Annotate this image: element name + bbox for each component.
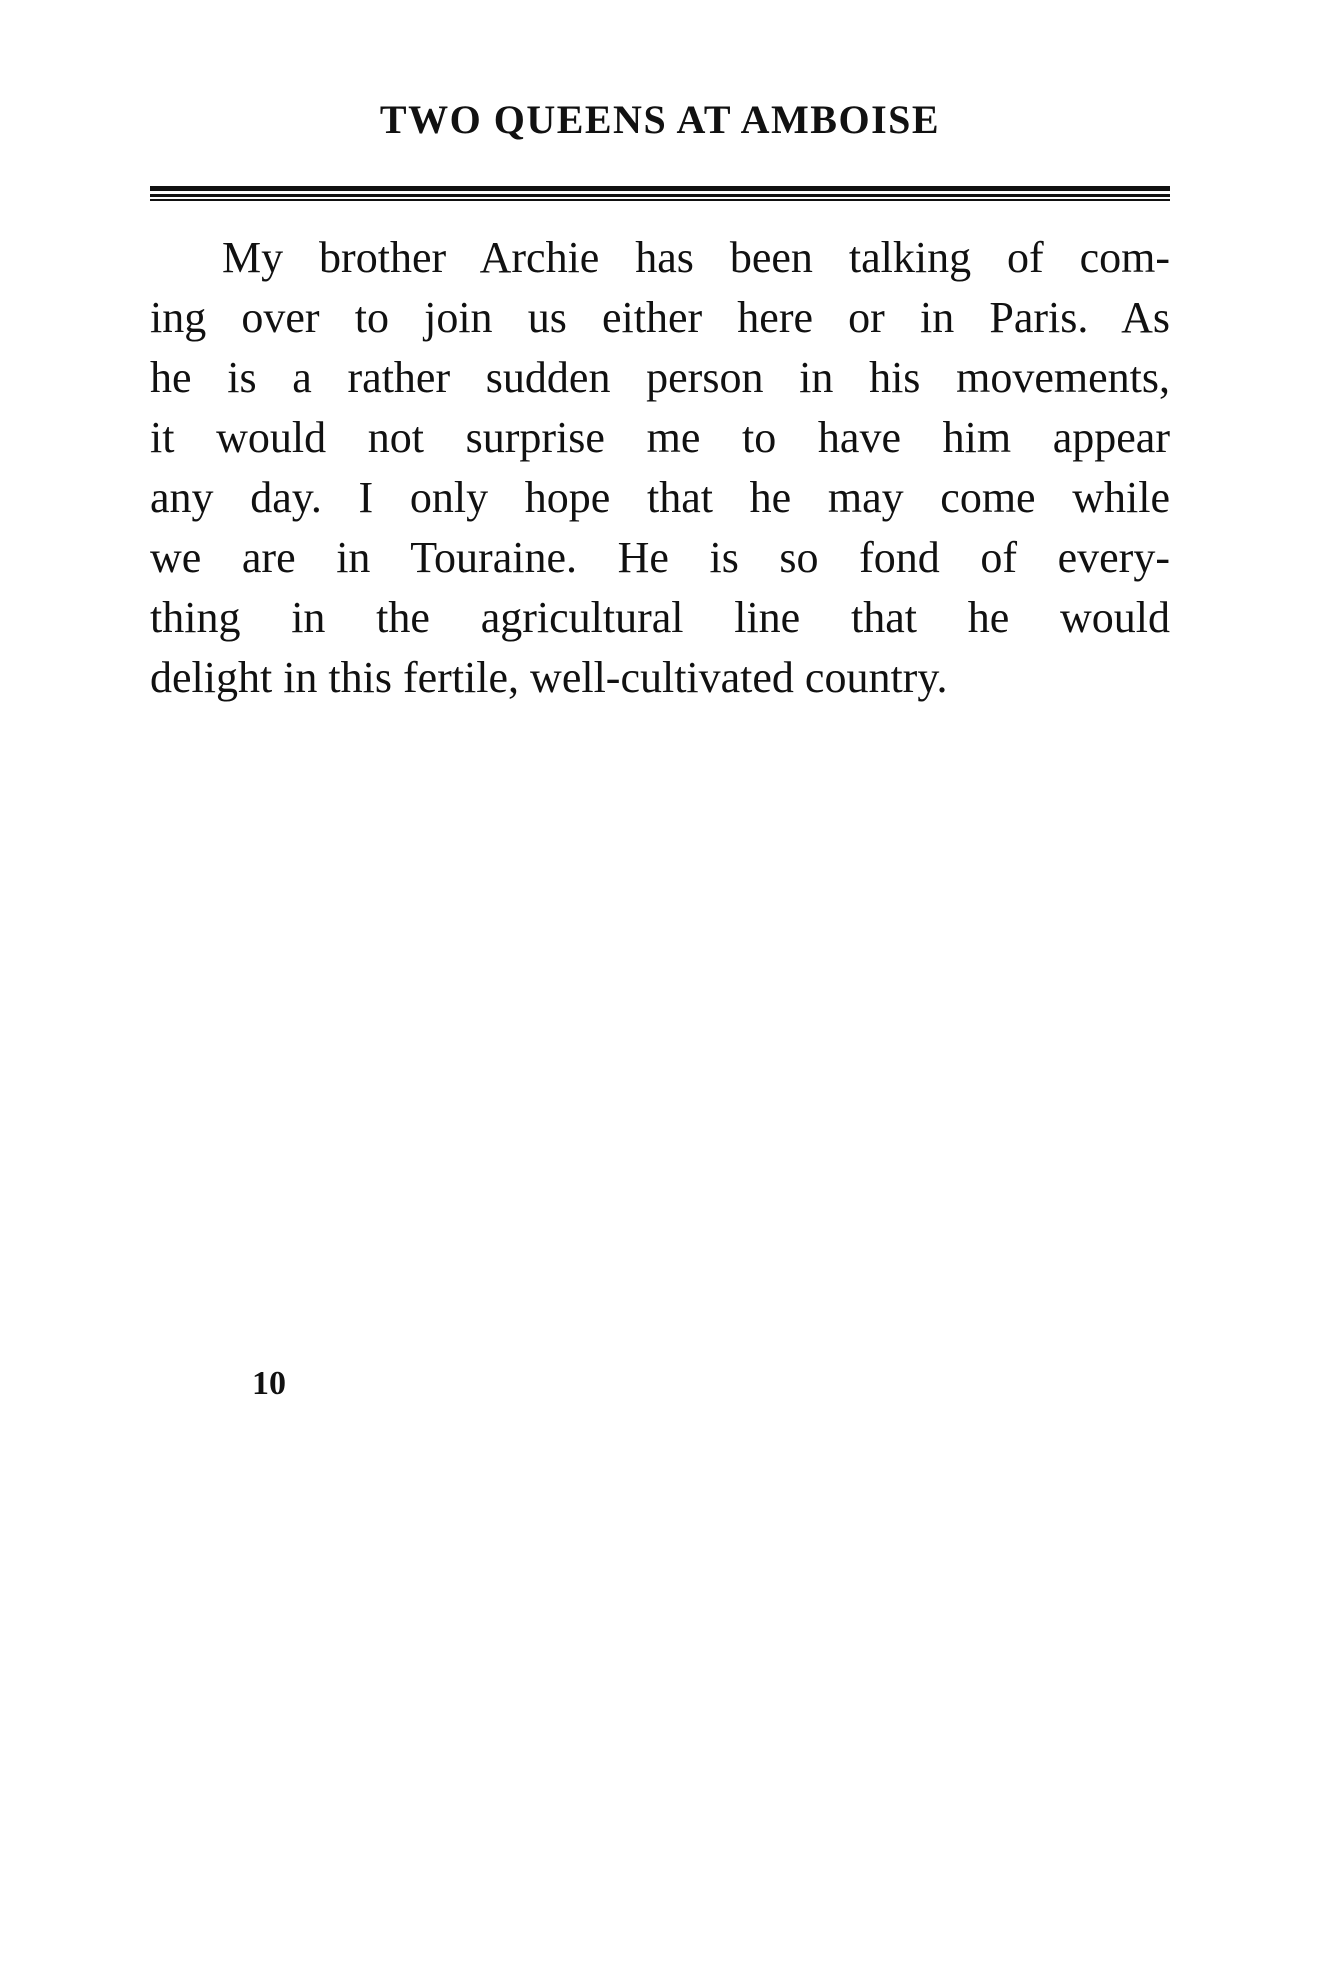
page-number: 10 <box>252 1365 286 1402</box>
text-line: he is a rather sudden person in his movements, <box>150 353 1170 402</box>
header-rule-thin <box>150 194 1170 197</box>
text-line: any day. I only hope that he may come while <box>150 473 1170 522</box>
running-head: TWO QUEENS AT AMBOISE <box>379 97 941 142</box>
text-line: delight in this fertile, well-cultivated country. <box>150 653 948 702</box>
text-line: it would not surprise me to have him appear <box>150 413 1170 462</box>
text-line: ing over to join us either here or in Paris. As <box>150 293 1170 342</box>
header-rule-thick <box>150 186 1170 191</box>
body-paragraph <box>150 228 1170 708</box>
header-rule-thin <box>150 199 1170 201</box>
text-line: thing in the agricultural line that he would <box>150 593 1170 642</box>
text-line: we are in Touraine. He is so fond of every- <box>150 533 1170 582</box>
header-rule <box>150 186 1170 202</box>
text-line: My brother Archie has been talking of com- <box>222 233 1170 282</box>
